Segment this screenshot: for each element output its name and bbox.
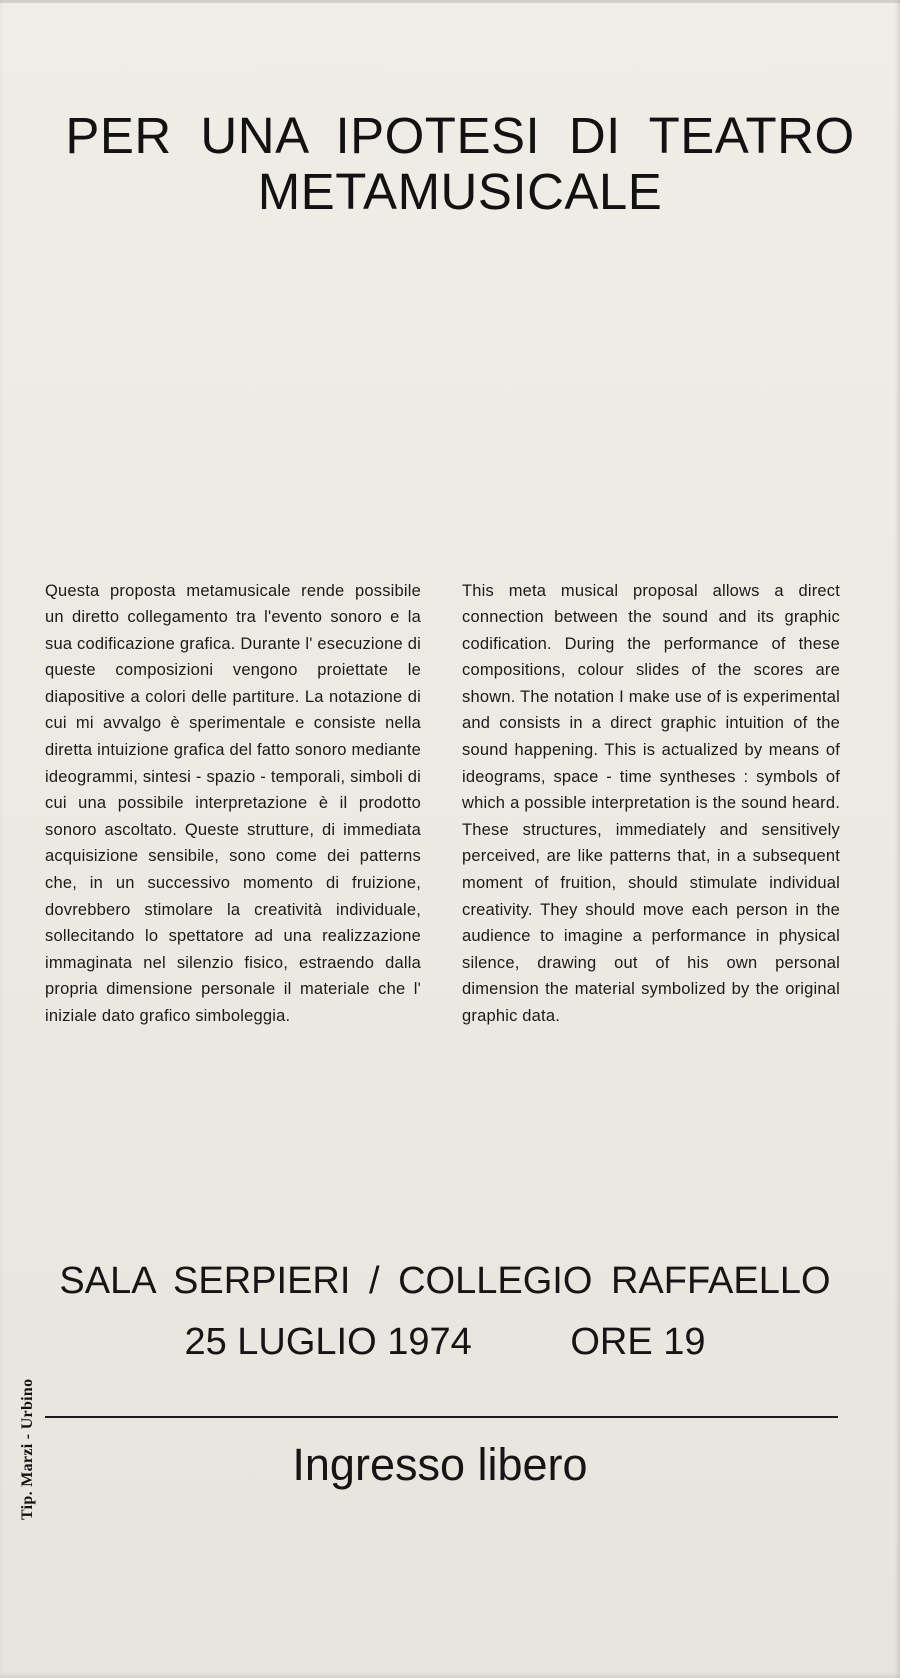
title-line-1: PER UNA IPOTESI DI TEATRO [65, 107, 855, 165]
date-time-line [40, 1323, 850, 1361]
venue-line: SALA SERPIERI / COLLEGIO RAFFAELLO [59, 1260, 831, 1302]
admission-note: Ingresso libero [292, 1439, 588, 1490]
printer-imprint: Tip. Marzi - Urbino [19, 1378, 36, 1520]
event-date: 25 LUGLIO 1974 [184, 1321, 472, 1363]
title-line-2: METAMUSICALE [257, 163, 663, 221]
italian-text: Questa proposta metamusicale rende possibile un diretto collegamento tra l'evento sonoro e la sua codificazione grafica. Durante l' esecuzione di queste composizioni vengono proiettate le diapositive a colori delle partiture. La notazione di cui mi avvalgo è sperimentale e consiste nella diretta intuizione grafica del fatto sonoro mediante ideogrammi, sintesi - spazio - temporali, simboli di cui una possibile interpretazione è il prodotto sonoro ascoltato. Queste strutture, di immediata acquisizione sensibile, sono come dei patterns che, in un successivo momento di fruizione, dovrebbero stimolare la creatività individuale, sollecitando lo spettatore ad una realizzazione immaginata nel silenzio fisico, estraendo dalla propria dimensione personale il materiale che l' iniziale dato grafico simboleggia. [45, 581, 421, 1025]
text-columns [45, 561, 845, 1181]
page-title [40, 108, 880, 220]
divider-line [45, 1416, 838, 1418]
event-time: ORE 19 [570, 1321, 706, 1363]
english-text: This meta musical proposal allows a direct connection between the sound and its graphic codification. During the performance of these compositions, colour slides of the scores are shown. The notation I make use of is experimental and consists in a direct graphic intuition of the sound happening. This is actualized by means of ideograms, space - time syntheses : symbols of which a possible interpretation is the sound heard. These structures, immediately and sensitively perceived, are like patterns that, in a subsequent moment of fruition, should stimulate individual creativity. They should move each person in the audience to imagine a performance in physical silence, drawing out of his own personal dimension the material symbolized by the original graphic data. [462, 581, 840, 1025]
